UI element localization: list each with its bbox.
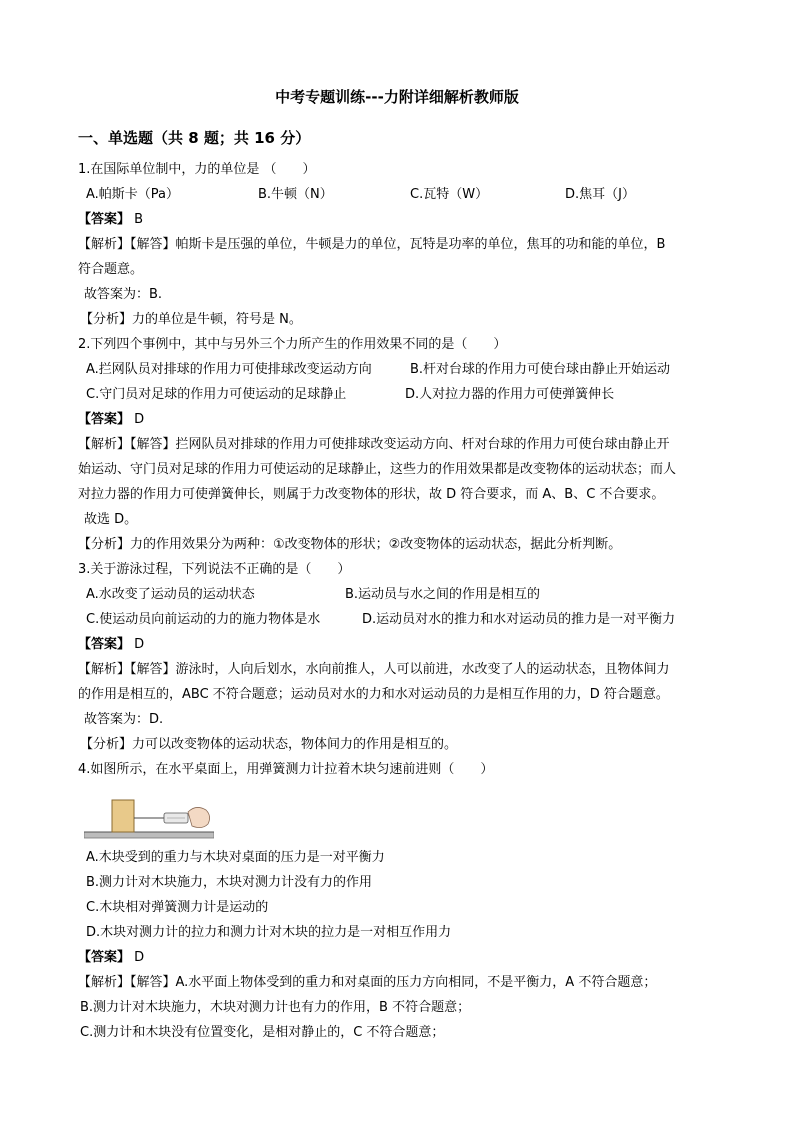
q1-answer: B — [134, 212, 144, 227]
q4-option-c: C.木块相对弹簧测力计是运动的 — [86, 900, 269, 915]
q1-answer-line — [78, 211, 143, 229]
q3-answer: D — [134, 637, 145, 652]
q1-analysis-line-1: 【解析】【解答】帕斯卡是压强的单位，牛顿是力的单位，瓦特是功率的单位，焦耳的功和能的单位，B — [78, 237, 666, 252]
question-3-stem: 3.关于游泳过程，下列说法不正确的是（ ） — [78, 562, 351, 577]
q3-analysis-line-4: 【分析】力可以改变物体的运动状态，物体间力的作用是相互的。 — [80, 737, 458, 752]
q1-analysis-line-4: 【分析】力的单位是牛顿，符号是 N。 — [80, 312, 302, 327]
q1-option-b: B.牛顿（N） — [258, 187, 333, 202]
q4-analysis-line-3: C.测力计和木块没有位置变化，是相对静止的，C 不符合题意； — [80, 1025, 445, 1040]
q2-option-b: B.杆对台球的作用力可使台球由静止开始运动 — [410, 362, 671, 377]
answer-tag: 【答案】 — [78, 950, 131, 965]
q4-answer-line — [78, 949, 144, 967]
q1-option-c: C.瓦特（W） — [410, 187, 489, 202]
q3-option-c: C.使运动员向前运动的力的施力物体是水 — [86, 612, 321, 627]
q2-option-a: A.拦网队员对排球的作用力可使排球改变运动方向 — [86, 362, 372, 377]
q4-option-a: A.木块受到的重力与木块对桌面的压力是一对平衡力 — [86, 850, 385, 865]
q1-analysis-line-3: 故答案为：B. — [84, 287, 163, 302]
q4-option-d: D.木块对测力计的拉力和测力计对木块的拉力是一对相互作用力 — [86, 925, 452, 940]
answer-tag: 【答案】 — [78, 212, 131, 227]
q3-option-d: D.运动员对水的推力和水对运动员的推力是一对平衡力 — [362, 612, 676, 627]
q4-option-b: B.测力计对木块施力，木块对测力计没有力的作用 — [86, 875, 373, 890]
q1-analysis-line-2: 符合题意。 — [78, 262, 144, 277]
q3-option-b: B.运动员与水之间的作用是相互的 — [345, 587, 541, 602]
q1-option-a: A.帕斯卡（Pa） — [86, 187, 180, 202]
q2-analysis-line-1: 【解析】【解答】拦网队员对排球的作用力可使排球改变运动方向、杆对台球的作用力可使台球由静止开 — [78, 437, 670, 452]
q3-option-a: A.水改变了运动员的运动状态 — [86, 587, 255, 602]
q2-option-d: D.人对拉力器的作用力可使弹簧伸长 — [405, 387, 615, 402]
document-title: 中考专题训练---力附详细解析教师版 — [275, 88, 519, 106]
q2-analysis-line-3: 对拉力器的作用力可使弹簧伸长，则属于力改变物体的形状，故 D 符合要求，而 A、B、C 不合要求。 — [78, 487, 665, 502]
q3-analysis-line-1: 【解析】【解答】游泳时，人向后划水，水向前推人，人可以前进，水改变了人的运动状态，且物体间力 — [78, 662, 670, 677]
q3-answer-line — [78, 636, 144, 654]
q4-analysis-line-2: B.测力计对木块施力，木块对测力计也有力的作用，B 不符合题意； — [80, 1000, 471, 1015]
q2-answer: D — [134, 412, 145, 427]
question-2-stem: 2.下列四个事例中，其中与另外三个力所产生的作用效果不同的是（ ） — [78, 337, 507, 352]
section-heading: 一、单选题（共 8 题；共 16 分） — [78, 129, 311, 147]
q1-option-d: D.焦耳（J） — [565, 187, 635, 202]
question-4-stem: 4.如图所示，在水平桌面上，用弹簧测力计拉着木块匀速前进则（ ） — [78, 762, 494, 777]
q2-answer-line — [78, 411, 144, 429]
spring-scale-figure — [84, 790, 214, 840]
q2-analysis-line-5: 【分析】力的作用效果分为两种：①改变物体的形状；②改变物体的运动状态，据此分析判断。 — [78, 537, 622, 552]
q3-analysis-line-3: 故答案为：D. — [84, 712, 164, 727]
q4-analysis-line-1: 【解析】【解答】A.水平面上物体受到的重力和对桌面的压力方向相同，不是平衡力，A 不符合题意； — [78, 975, 657, 990]
q2-analysis-line-2: 始运动、守门员对足球的作用力可使运动的足球静止，这些力的作用效果都是改变物体的运动状态；而人 — [78, 462, 677, 477]
q3-analysis-line-2: 的作用是相互的，ABC 不符合题意；运动员对水的力和水对运动员的力是相互作用的力，D 符合题意。 — [78, 687, 669, 702]
q4-answer: D — [134, 950, 145, 965]
q2-analysis-line-4: 故选 D。 — [84, 512, 138, 527]
answer-tag: 【答案】 — [78, 412, 131, 427]
answer-tag: 【答案】 — [78, 637, 131, 652]
question-1-stem: 1.在国际单位制中，力的单位是 （ ） — [78, 162, 316, 177]
q2-option-c: C.守门员对足球的作用力可使运动的足球静止 — [86, 387, 347, 402]
